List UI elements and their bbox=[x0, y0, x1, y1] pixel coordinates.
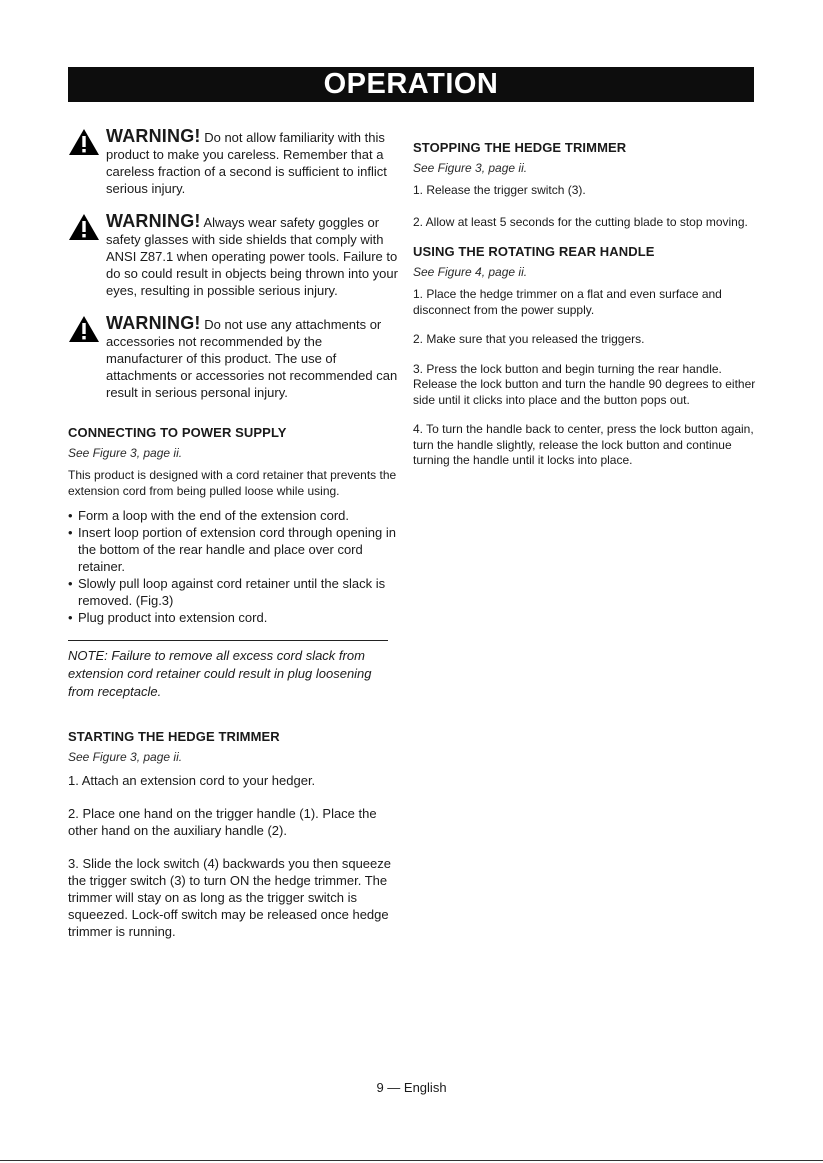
list-item: • Form a loop with the end of the extension cord. bbox=[68, 507, 400, 524]
stopping-step: 1. Release the trigger switch (3). bbox=[413, 183, 586, 197]
connecting-bullet-list bbox=[68, 507, 400, 626]
list-item: • Plug product into extension cord. bbox=[68, 609, 400, 626]
rotating-step: 4. To turn the handle back to center, press the lock button again, turn the handle slightly, release the lock button and continue turning the handle until it locks into place. bbox=[413, 422, 754, 467]
stopping-heading: STOPPING THE HEDGE TRIMMER bbox=[413, 140, 627, 155]
list-item: • Insert loop portion of extension cord through opening in the bottom of the rear handle and place over cord retainer. bbox=[68, 524, 400, 575]
figure-reference: See Figure 3, page ii. bbox=[68, 446, 183, 460]
section-title: OPERATION bbox=[323, 68, 499, 100]
starting-step: 1. Attach an extension cord to your hedger. bbox=[68, 773, 316, 788]
note-divider bbox=[68, 640, 388, 641]
rotating-step: 2. Make sure that you released the triggers. bbox=[413, 332, 645, 346]
warning-text: Do not allow familiarity with this product to make you careless. Remember that a careless fraction of a second is sufficient to inflict serious injury. bbox=[106, 130, 387, 196]
warning-label: WARNING! bbox=[106, 211, 201, 231]
warning-label: WARNING! bbox=[106, 313, 201, 333]
warning-text: Do not use any attachments or accessories not recommended by the manufacturer of this product. The use of attachments or accessories not recommended can result in serious personal injury. bbox=[106, 317, 398, 400]
section-header bbox=[68, 67, 754, 102]
left-column bbox=[68, 128, 400, 940]
warning-label: WARNING! bbox=[106, 126, 201, 146]
starting-heading: STARTING THE HEDGE TRIMMER bbox=[68, 729, 280, 744]
page-footer: 9 — English bbox=[376, 1080, 447, 1095]
cord-note: NOTE: Failure to remove all excess cord slack from extension cord retainer could result in plug loosening from receptacle. bbox=[68, 648, 372, 699]
warning-block bbox=[68, 128, 400, 197]
connecting-heading: CONNECTING TO POWER SUPPLY bbox=[68, 425, 287, 440]
stopping-step: 2. Allow at least 5 seconds for the cutting blade to stop moving. bbox=[413, 214, 748, 229]
page-edge-line bbox=[0, 1160, 823, 1161]
warning-triangle-icon bbox=[68, 315, 100, 343]
figure-reference: See Figure 4, page ii. bbox=[413, 265, 528, 279]
starting-step: 3. Slide the lock switch (4) backwards you then squeeze the trigger switch (3) to turn ON the hedge trimmer. The trimmer will stay on as long as the trigger switch is squeezed. Lock-off switch may be released once hedge trimmer is running. bbox=[68, 856, 392, 939]
connecting-intro: This product is designed with a cord retainer that prevents the extension cord from being pulled loose while using. bbox=[68, 468, 397, 498]
warning-triangle-icon bbox=[68, 128, 100, 156]
rotating-step: 3. Press the lock button and begin turning the rear handle. Release the lock button and turn the handle 90 degrees to either side until it clicks into place and the button pops out. bbox=[413, 361, 756, 407]
list-item: • Slowly pull loop against cord retainer until the slack is removed. (Fig.3) bbox=[68, 575, 400, 609]
rotating-heading: USING THE ROTATING REAR HANDLE bbox=[413, 244, 655, 259]
figure-reference: See Figure 3, page ii. bbox=[413, 161, 528, 175]
warning-block bbox=[68, 213, 400, 299]
rotating-step: 1. Place the hedge trimmer on a flat and even surface and disconnect from the power supply. bbox=[413, 287, 722, 317]
warning-text: Always wear safety goggles or safety glasses with side shields that comply with ANSI Z87.1 when operating power tools. Failure to do so could result in objects being thrown into your eyes, resulting in possible serious injury. bbox=[106, 215, 398, 298]
right-column bbox=[413, 140, 758, 469]
starting-step: 2. Place one hand on the trigger handle (1). Place the other hand on the auxiliary handle (2). bbox=[68, 806, 377, 838]
warning-triangle-icon bbox=[68, 213, 100, 241]
figure-reference: See Figure 3, page ii. bbox=[68, 750, 183, 764]
warning-block bbox=[68, 315, 400, 401]
